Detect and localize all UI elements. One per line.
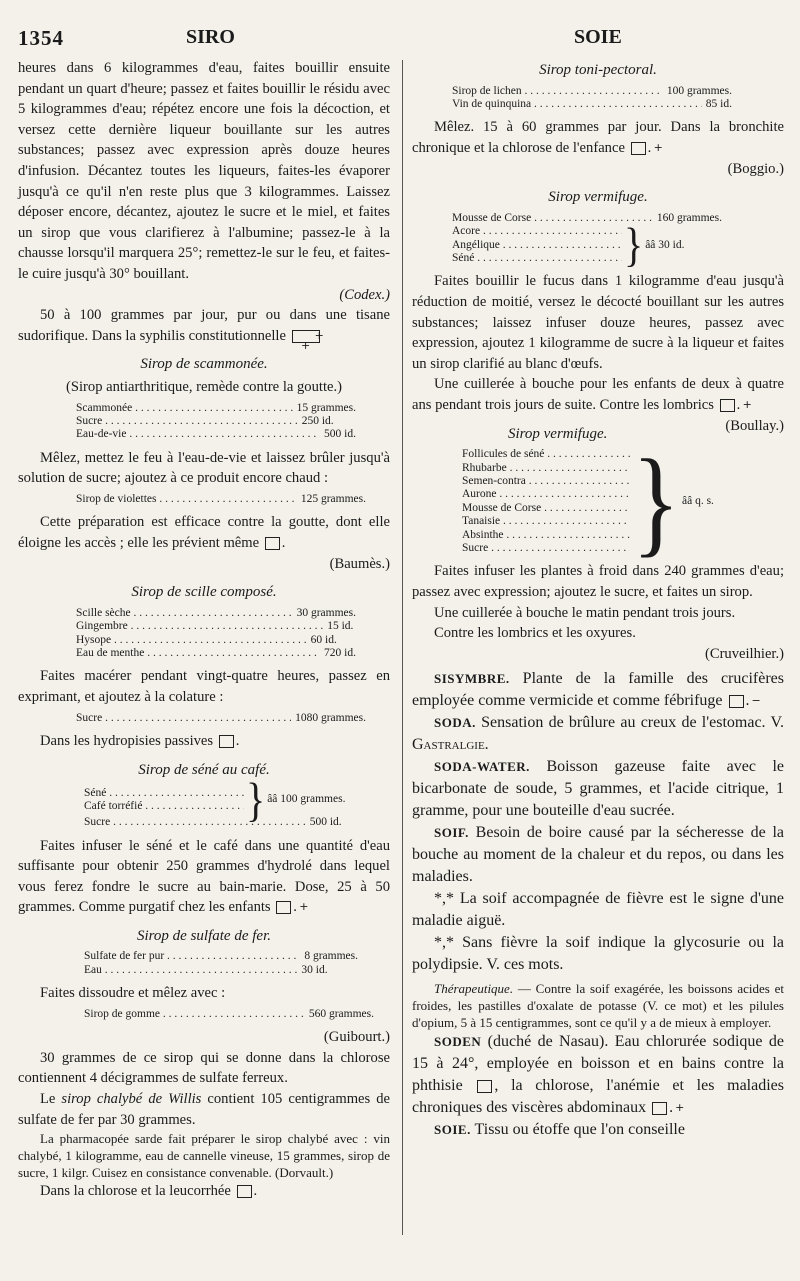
- plus-icon: +: [276, 901, 291, 914]
- recipe-title: Sirop toni-pectoral.: [539, 62, 657, 78]
- paragraph: Le sirop chalybé de Willis contient 105 centigrammes de sulfate de fer par 30 grammes.: [18, 1091, 391, 1128]
- recipe-item: Acore . . .: [452, 225, 622, 238]
- paragraph: Dans les hydropisies passives .: [40, 732, 240, 749]
- left-running-head: SIRO: [186, 26, 235, 48]
- paragraph: 50 à 100 grammes par jour, pur ou dans une tisane sudorifique. Dans la syphilis constitutionnelle + +: [18, 307, 390, 352]
- recipe-item: Hysope . . . 60 id.: [76, 634, 356, 647]
- recipe-item: Sucre . . . 1080 grammes.: [76, 712, 366, 725]
- paragraph: Dans la chlorose et la leucorrhée .: [40, 1183, 258, 1200]
- paragraph: Faites infuser les plantes à froid dans 240 grammes d'eau; passez avec expression; ajoutez le sucre, et faites un sirop.: [412, 563, 784, 600]
- entry-sisymbre: SISYMBRE. Plante de la famille des crucifères employée comme vermicide et comme fébrifuge −.: [412, 670, 784, 710]
- paragraph: Faites bouillir le fucus dans 1 kilogramme d'eau jusqu'à réduction de moitié, versez le décocté bouillant sur les autres substances; laissez infuser douze heures, passez avec expression, ajoutez 1 kilogramme de sucre à la liqueur et faites un sirop clarifié au blanc d'œufs.: [412, 273, 784, 372]
- recipe-item: Sulfate de fer pur . . . 8 grammes.: [84, 950, 358, 963]
- recipe-item: Scammonée . . . 15 grammes.: [76, 402, 356, 415]
- recipe-item: Mousse de Corse . . .: [462, 502, 630, 515]
- paragraph: Une cuillerée à bouche pour les enfants de deux à quatre ans pendant trois jours de suite. Contre les lombrics +. (Boullay.): [412, 374, 784, 415]
- recipe-item: Eau . . . 30 id.: [84, 964, 358, 977]
- recipe-item: Absinthe . . .: [462, 529, 630, 542]
- recipe-list: [462, 434, 752, 568]
- empty-box-icon: [237, 1185, 252, 1198]
- therapeutic-note: Thérapeutique. — Contre la soif exagérée, les boissons acides et froides, les pastilles d'oxalate de potasse (V. ce mot) et les pilules d'opium, 5 à 15 centigrammes, sont ce qu'il y a de mieux à employer.: [412, 981, 784, 1031]
- source-citation: (Codex.): [339, 286, 390, 303]
- recipe-quantity: ââ 100 grammes.: [267, 793, 346, 806]
- source-citation: (Boullay.): [725, 417, 784, 434]
- recipe-list: [84, 950, 358, 977]
- empty-box-icon: [265, 537, 280, 550]
- recipe-item: Sirop de lichen . . . 100 grammes.: [452, 85, 732, 98]
- recipe-title: Sirop de scammonée.: [140, 356, 268, 373]
- recipe-title: Sirop de sulfate de fer.: [136, 927, 271, 944]
- recipe-item: Follicules de séné . . .: [462, 448, 630, 461]
- recipe-title: Sirop de scille composé.: [131, 584, 277, 601]
- recipe-item: Séné . . .: [452, 252, 622, 265]
- plus-icon: +: [720, 399, 735, 412]
- recipe-list: [84, 772, 364, 829]
- paragraph: Une cuillerée à bouche le matin pendant trois jours.: [434, 604, 736, 621]
- brace-icon: }: [246, 772, 266, 827]
- recipe-list: [76, 493, 366, 506]
- paragraph: Faites infuser le séné et le café dans une quantité d'eau suffisante pour obtenir 250 grammes d'hydrolé dans lequel vous ferez fondre le sucre au bain-marie. Dose, 25 à 50 grammes. Comme purgatif chez les enfants +.: [18, 837, 390, 916]
- recipe-item: Rhubarbe . . .: [462, 462, 630, 475]
- recipe-item: Mousse de Corse . . . 160 grammes.: [452, 212, 722, 225]
- recipe-list: [76, 607, 356, 661]
- recipe-item: Gingembre . . . 15 id.: [76, 620, 356, 633]
- minus-icon: −: [729, 695, 744, 708]
- recipe-item: Scille sèche . . . 30 grammes.: [76, 607, 356, 620]
- recipe-list: [452, 85, 732, 112]
- brace-icon: }: [624, 217, 644, 272]
- paragraph: Faites macérer pendant vingt-quatre heures, passez en exprimant, et ajoutez à la colature :: [18, 668, 390, 705]
- recipe-item: Semen-contra . . .: [462, 475, 630, 488]
- recipe-item: Eau-de-vie . . . 500 id.: [76, 428, 356, 441]
- entry-soden: SODEN (duché de Nasau). Eau chlorurée sodique de 15 à 24°, employée en boisson et en bains contre la phthisie , la chlorose, l'anémie et les maladies chroniques des viscères abdominaux +.: [412, 1033, 785, 1117]
- recipe-item: Angélique . . .: [452, 239, 622, 252]
- paragraph: Mêlez. 15 à 60 grammes par jour. Dans la bronchite chronique et la chlorose de l'enfance +.: [412, 119, 784, 156]
- page-number: 1354: [18, 26, 64, 50]
- recipe-item: Sucre . . . 500 id.: [84, 816, 346, 829]
- recipe-title: Sirop vermifuge.: [548, 189, 648, 206]
- note: *,* La soif accompagnée de fièvre est le signe d'une maladie aiguë.: [412, 890, 784, 930]
- source-citation: (Cruveilhier.): [704, 645, 784, 662]
- recipe-list: [84, 1008, 374, 1021]
- paragraph: Faites dissoudre et mêlez avec :: [40, 985, 226, 1002]
- paragraph: La pharmacopée sarde fait préparer le sirop chalybé avec : vin chalybé, 1 kilogramme, eau de cannelle vineuse, 15 grammes, sirop de sucre, 1 kilgr. Cuisez en consistance convenable. (Dorvault.): [18, 1131, 390, 1181]
- recipe-item: Séné . . .: [84, 787, 244, 800]
- recipe-list: [452, 211, 742, 272]
- paragraph: Contre les lombrics et les oxyures.: [434, 625, 636, 642]
- left-column: [18, 58, 390, 1202]
- right-running-head: SOIE: [574, 26, 622, 48]
- recipe-item: Vin de quinquina . . . 85 id.: [452, 98, 732, 111]
- source-citation: (Boggio.): [727, 160, 784, 177]
- empty-box-icon: [477, 1080, 492, 1093]
- brace-icon: }: [632, 434, 680, 568]
- note: *,* Sans fièvre la soif indique la glycosurie ou la polydipsie. V. ces mots.: [412, 934, 784, 974]
- empty-box-icon: [219, 735, 234, 748]
- recipe-item: Sirop de gomme . . . 560 grammes.: [84, 1008, 374, 1021]
- entry-soie: SOIE. Tissu ou étoffe que l'on conseille: [434, 1121, 685, 1139]
- recipe-title: Sirop de séné au café.: [138, 761, 270, 778]
- recipe-list: [76, 402, 356, 442]
- recipe-item: Sucre . . .: [462, 542, 630, 555]
- recipe-title: Sirop vermifuge.: [507, 425, 608, 442]
- recipe-list: [76, 712, 366, 725]
- recipe-quantity: ââ 30 id.: [645, 238, 685, 251]
- recipe-item: Tanaisie . . .: [462, 515, 630, 528]
- entry-soif: SOIF. Besoin de boire causé par la sécheresse de la bouche au moment de la chaleur et du repos, ou dans les maladies.: [412, 824, 784, 886]
- recipe-quantity: ââ q. s.: [682, 495, 714, 508]
- recipe-item: Sucre . . . 250 id.: [76, 415, 356, 428]
- source-citation: (Guibourt.): [323, 1029, 390, 1046]
- recipe-item: Sirop de violettes . . . 125 grammes.: [76, 493, 366, 506]
- entry-soda-water: SODA-WATER. Boisson gazeuse faite avec le bicarbonate de soude, 5 grammes, et l'acide citrique, 1 gramme, pour une bouteille d'eau sucrée.: [412, 758, 784, 820]
- plus-icon: +: [652, 1102, 667, 1115]
- recipe-subtitle: (Sirop antiarthritique, remède contre la goutte.): [66, 378, 342, 395]
- paragraph: heures dans 6 kilogrammes d'eau, faites bouillir ensuite pendant un quart d'heure; passez et faites bouillir le résidu avec 5 kilogrammes d'eau; répétez encore une fois la décoction, et versez cette dernière liqueur bouillante sur les autres substances; passez avec expression après douze heures d'infusion. Décantez toutes les liqueurs, faites-les évaporer jusqu'à ce qu'il n'en reste plus que 3 kilogrammes. Laissez déposer encore, décantez, ajoutez le sucre et le miel, et faites un sirop que vous clarifierez à l'albumine; passez-le à la chausse lorsqu'il marquera 25°; remettez-le sur le feu, et faites-le cuire jusqu'à 30° bouillant.: [18, 60, 390, 282]
- entry-soda: SODA. Sensation de brûlure au creux de l'estomac. V. Gastralgie.: [412, 714, 784, 754]
- right-column: [412, 58, 784, 1141]
- column-divider: [402, 60, 403, 1235]
- recipe-item: Aurone . . .: [462, 488, 630, 501]
- paragraph: Cette préparation est efficace contre la goutte, dont elle éloigne les accès ; elle les prévient même .: [18, 514, 390, 551]
- recipe-item: Eau de menthe . . . 720 id.: [76, 647, 356, 660]
- plus-icon: +: [631, 142, 646, 155]
- recipe-item: Café torréfié . . .: [84, 800, 244, 813]
- paragraph: 30 grammes de ce sirop qui se donne dans la chlorose contiennent 4 décigrammes de sulfate ferreux.: [18, 1049, 390, 1087]
- source-citation: (Baumès.): [329, 555, 390, 572]
- page-header: [18, 26, 782, 56]
- paragraph: Mêlez, mettez le feu à l'eau-de-vie et laissez brûler jusqu'à solution de sucre; ajoutez à ce produit encore chaud :: [18, 449, 390, 487]
- plus-plus-icon: + +: [292, 330, 320, 343]
